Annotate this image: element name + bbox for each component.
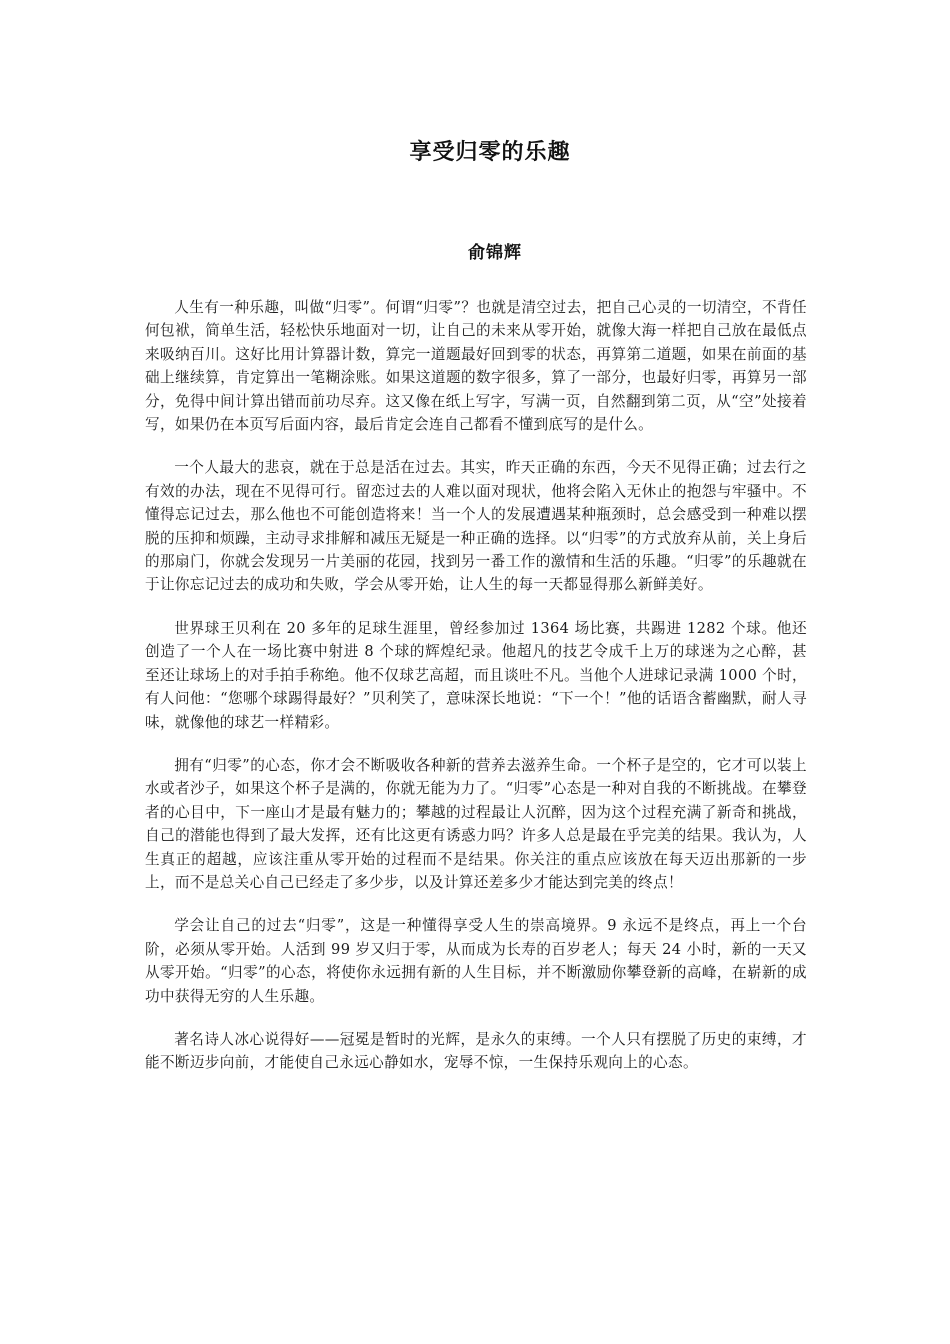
paragraph-6: 著名诗人冰心说得好——冠冕是暂时的光辉，是永久的束缚。一个人只有摆脱了历史的束缚，才能不断迈步向前，才能使自己永远心静如水，宠辱不惊，一生保持乐观向上的心态。 bbox=[145, 1030, 807, 1072]
paragraph-2: 一个人最大的悲哀，就在于总是活在过去。其实，昨天正确的东西，今天不见得正确；过去行之有效的办法，现在不见得可行。留恋过去的人难以面对现状，他将会陷入无休止的抱怨与牢骚中。不懂得忘记过去，那么他也不可能创造将来！当一个人的发展遭遇某种瓶颈时，总会感受到一种难以摆脱的压抑和烦躁，主动寻求排解和减压无疑是一种正确的选择。以“归零”的方式放弃从前，关上身后的那扇门，你就会发现另一片美丽的花园，找到另一番工作的激情和生活的乐趣。“归零”的乐趣就在于让你忘记过去的成功和失败，学会从零开始，让人生的每一天都显得那么新鲜美好。 bbox=[145, 459, 807, 594]
paragraph-5: 学会让自己的过去“归零”，这是一种懂得享受人生的崇高境界。9 永远不是终点，再上一个台阶，必须从零开始。人活到 99 岁又归于零，从而成为长寿的百岁老人；每天 24 小时，新的一天又从零开始。“归零”的心态，将使你永远拥有新的人生目标，并不断激励你攀登新的高峰，在崭新的成功中获得无穷的人生乐趣。 bbox=[145, 917, 807, 1005]
document-title: 享受归零的乐趣 bbox=[409, 140, 571, 165]
paragraph-3: 世界球王贝利在 20 多年的足球生涯里，曾经参加过 1364 场比赛，共踢进 1282 个球。他还创造了一个人在一场比赛中射进 8 个球的辉煌纪录。他超凡的技艺令成千上万的球迷为之心醉，甚至还让球场上的对手拍手称绝。他不仅球艺高超，而且谈吐不凡。当他个人进球记录满 1000 个时，有人问他：“您哪个球踢得最好？”贝利笑了，意味深长地说：“下一个！”他的话语含蓄幽默，耐人寻味，就像他的球艺一样精彩。 bbox=[145, 619, 807, 731]
paragraph-4: 拥有“归零”的心态，你才会不断吸收各种新的营养去滋养生命。一个杯子是空的，它才可以装上水或者沙子，如果这个杯子是满的，你就无能为力了。“归零”心态是一种对自我的不断挑战。在攀登者的心目中，下一座山才是最有魅力的；攀越的过程最让人沉醉，因为这个过程充满了新奇和挑战，自己的潜能也得到了最大发挥，还有比这更有诱惑力吗？许多人总是最在乎完美的结果。我认为，人生真正的超越，应该注重从零开始的过程而不是结果。你关注的重点应该放在每天迈出那新的一步上，而不是总关心自己已经走了多少步，以及计算还差多少才能达到完美的终点！ bbox=[145, 756, 807, 891]
author-name: 俞锦辉 bbox=[468, 243, 522, 263]
paragraph-1: 人生有一种乐趣，叫做“归零”。何谓“归零”？也就是清空过去，把自己心灵的一切清空，不背任何包袱，简单生活，轻松快乐地面对一切，让自己的未来从零开始，就像大海一样把自己放在最低点来吸纳百川。这好比用计算器计数，算完一道题最好回到零的状态，再算第二道题，如果在前面的基础上继续算，肯定算出一笔糊涂账。如果这道题的数字很多，算了一部分，也最好归零，再算另一部分，免得中间计算出错而前功尽弃。这又像在纸上写字，写满一页，自然翻到第二页，从“空”处接着写，如果仍在本页写后面内容，最后肯定会连自己都看不懂到底写的是什么。 bbox=[145, 299, 807, 434]
article-body bbox=[145, 296, 807, 1095]
